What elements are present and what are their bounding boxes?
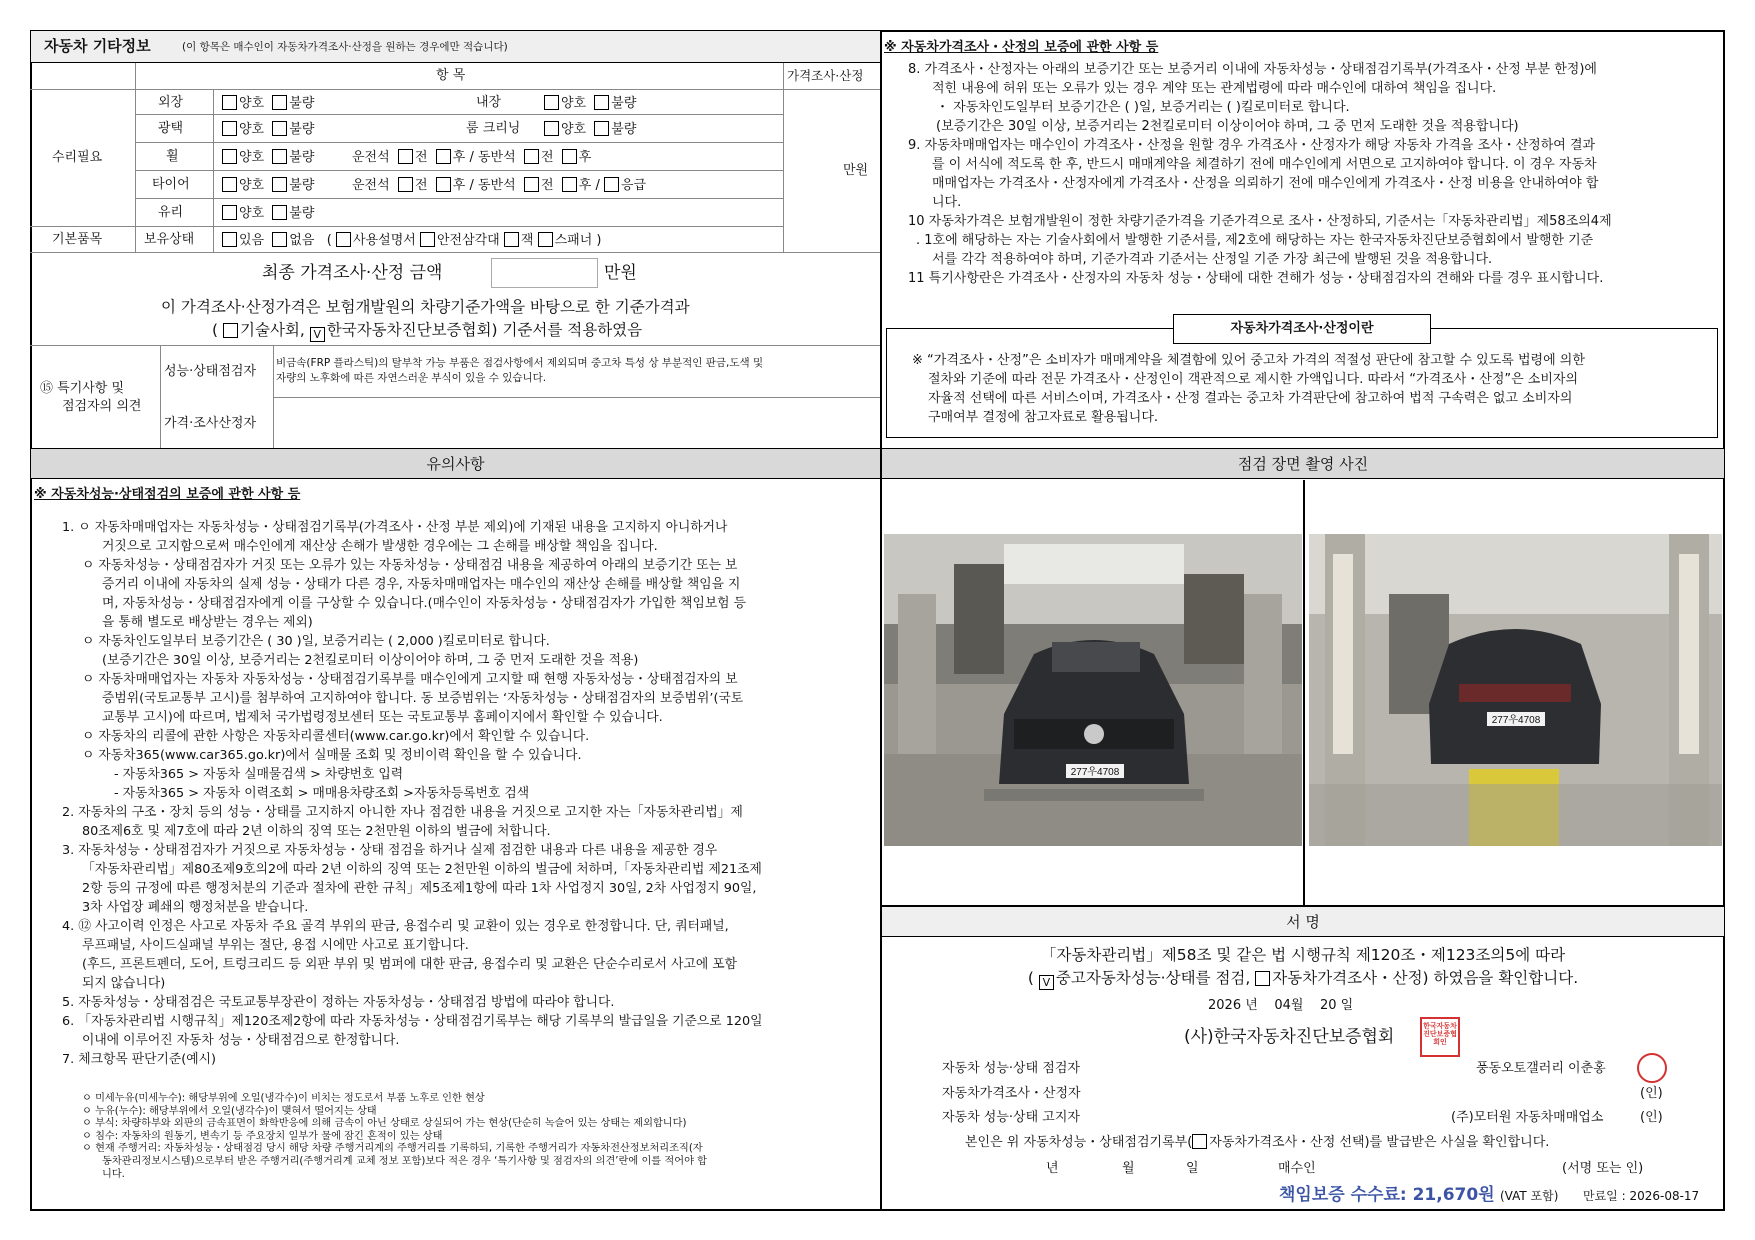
col-item-header: 항 목 [436, 68, 466, 83]
opt-label: 불량 [289, 96, 315, 111]
row-interior: 내장 [476, 95, 502, 110]
paren: ( [326, 233, 332, 248]
center-divider [880, 30, 882, 1211]
line [135, 170, 783, 171]
opt-room [544, 121, 636, 138]
notice-line: 이내에 이루어진 자동차 성능・상태점검으로 한정합니다. [82, 1033, 400, 1048]
checkbox-price-selection[interactable] [1192, 1134, 1207, 1149]
checkbox-wheel-driver-rear[interactable] [436, 149, 451, 164]
checkbox-wheel-bad[interactable] [272, 149, 287, 164]
row-tire: 타이어 [152, 177, 190, 192]
price-check-label: 자동차가격조사・산정) 하였음을 확인합니다. [1272, 969, 1579, 987]
receipt-text: 자동차가격조사・산정 선택)를 발급받은 사실을 확인합니다. [1209, 1135, 1550, 1150]
notice-line: 교통부 고시)에 따르며, 법제처 국가법령정보센터 또는 국토교통부 홈페이지에서 확인할 수 있습니다. [102, 710, 663, 725]
receipt-line [965, 1134, 1549, 1151]
opt-gloss [222, 121, 314, 138]
checkbox-tire-pass-front[interactable] [524, 177, 539, 192]
buyer-label: 매수인 [1278, 1161, 1316, 1176]
perf-inspector-label: 성능·상태점검자 [164, 364, 257, 379]
opt-glass [222, 205, 314, 222]
checkbox-room-good[interactable] [544, 121, 559, 136]
opt-label: 불량 [289, 150, 315, 165]
notice-line: ㅇ 자동차매매업자는 자동차 자동차성능・상태점검기록부를 매수인에게 고지할 때 현행 자동차성능・상태점검자의 보 [82, 672, 738, 687]
definition-line: 자율적 선택에 따른 서비스이며, 가격조사・산정 결과는 중고차 가격판단에 참고하여 법적 구속력은 없고 소비자의 [928, 391, 1573, 406]
checkbox-spanner[interactable] [538, 232, 553, 247]
opt-label: 양호 [561, 96, 587, 111]
line [135, 63, 136, 252]
notice-line: - 자동차365 > 자동차 실매물검색 > 차량번호 입력 [114, 767, 404, 782]
rear-inspection-photo [1309, 534, 1722, 846]
price-definition-title: 자동차가격조사·산정이란 [1173, 314, 1431, 344]
line [783, 63, 784, 252]
paren: ( [212, 321, 219, 339]
opt-exterior [222, 95, 314, 112]
criteria-line: ㅇ 미세누유(미세누수): 해당부위에 오일(냉각수)이 비치는 정도로서 부품 노후로 인한 현상 [82, 1093, 485, 1104]
sec1-title: 자동차 기타정보 [44, 37, 151, 55]
checkbox-jack[interactable] [504, 232, 519, 247]
date-day: 20 일 [1319, 998, 1354, 1013]
rear-label: 후 / [578, 178, 600, 193]
opt-wheel [222, 149, 314, 166]
front-car-illustration [884, 534, 1302, 846]
definition-line: 구매여부 결정에 참고자료로 활용됩니다. [928, 410, 1159, 425]
checkbox-engineers-society[interactable] [223, 323, 238, 338]
line [135, 198, 783, 199]
notice-line: 1. ㅇ 자동차매매업자는 자동차성능・상태점검기록부(가격조사・산정 부분 제외)에 기재된 내용을 고지하지 아니하거나 [62, 520, 728, 535]
opt-label: 양호 [239, 178, 265, 193]
inspector-label: 자동차 성능·상태 점검자 [942, 1061, 1080, 1076]
notice-line: 「자동차관리법」제80조제9호의2에 따라 2년 이하의 징역 또는 2천만원 이하의 벌금에 처하며,「자동차관리법 제21조제 [82, 862, 762, 877]
sec2-title: ※ 자동차가격조사・산정의 보증에 관한 사항 등 [884, 40, 1159, 55]
sec2-line: 적힌 내용에 허위 또는 오류가 있는 경우 계약 또는 관계법령에 따라 매수인에 대하여 책임을 집니다. [932, 81, 1497, 96]
seal-mark: (인) [1640, 1110, 1663, 1125]
line [30, 226, 783, 227]
opt-interior [544, 95, 636, 112]
notice-criteria [82, 1093, 878, 1181]
seal-mark: (인) [1640, 1086, 1663, 1101]
have-label: 있음 [239, 233, 265, 248]
basis-line2 [212, 321, 642, 342]
special-label-1: ⑮ 특기사항 및 [40, 381, 125, 396]
line [160, 345, 161, 448]
photo-divider [1303, 480, 1305, 905]
definition-line: ※ “가격조사・산정”은 소비자가 매매계약을 체결함에 있어 중고차 가격의 적절성 판단에 참고할 수 있도록 법령에 의한 [912, 353, 1585, 368]
sec2-line: 니다. [932, 195, 962, 210]
front-inspection-photo [884, 534, 1302, 846]
checkbox-wheel-pass-front[interactable] [524, 149, 539, 164]
notice-line: 2. 자동차의 구조・장치 등의 성능・상태를 고지하지 아니한 자나 점검한 내용을 거짓으로 고지한 자는「자동차관리법」제 [62, 805, 743, 820]
checkbox-manual[interactable] [336, 232, 351, 247]
association-seal [1420, 1017, 1460, 1057]
opt-tire [222, 177, 314, 194]
checkbox-none[interactable] [272, 232, 287, 247]
opt-label: 양호 [239, 150, 265, 165]
opt-label: 양호 [239, 122, 265, 137]
criteria-line: ㅇ 부식: 차량하부와 외판의 금속표면이 화학반응에 의해 금속이 아닌 상태로 상실되어 가는 현상(단순히 녹슬어 있는 상태는 제외합니다) [82, 1118, 687, 1130]
row-gloss: 광택 [158, 121, 184, 136]
seal-text: 한국자동차진단보증협회인 [1423, 1022, 1457, 1046]
checkbox-exterior-bad[interactable] [272, 95, 287, 110]
price-unit: 만원 [843, 163, 869, 178]
triangle-label: 안전삼각대 [436, 233, 500, 248]
notice-line: 거짓으로 고지함으로써 매수인에게 재산상 손해가 발생한 경우에는 그 손해를 배상할 책임을 집니다. [102, 539, 658, 554]
notice-title: ※ 자동차성능·상태점검의 보증에 관한 사항 등 [34, 487, 301, 502]
checkbox-interior-good[interactable] [544, 95, 559, 110]
rear-label: 후 / 동반석 [452, 178, 516, 193]
opt-label: 불량 [289, 206, 315, 221]
vat-note: (VAT 포함) [1500, 1189, 1559, 1203]
sec2-line: 8. 가격조사・산정자는 아래의 보증기간 또는 보증거리 이내에 자동차성능・상태점검기록부(가격조사・산정 부분 한정)에 [908, 62, 1597, 77]
final-price-label: 최종 가격조사·산정 금액 [262, 263, 443, 283]
rear-plate-text: 277우4708 [1491, 715, 1541, 726]
notice-line: (후드, 프론트펜더, 도어, 트렁크리드 등 외판 부위 및 범퍼에 대한 판금, 용접수리 및 교환은 단순수리로서 사고에 포함 [82, 957, 737, 972]
line [135, 142, 783, 143]
performance-check-label: 중고자동차성능·상태를 점검, [1055, 969, 1251, 987]
front-label: 전 [414, 178, 428, 193]
year-label: 년 [1046, 1161, 1059, 1176]
sec2-line: 서를 각각 적용하여야 하며, 기준가격과 기준서는 산정일 기준 가장 최근에 발행된 것을 적용합니다. [932, 252, 1493, 267]
notice-line: 을 통해 별도로 배상받는 경우는 제외) [102, 615, 313, 630]
notifier-name: (주)모터원 자동차매매업소 [1451, 1110, 1604, 1125]
inspector-seal [1637, 1053, 1667, 1083]
rear-label: 후 [578, 150, 592, 165]
checkbox-have[interactable] [222, 232, 237, 247]
notice-line: 되지 않습니다) [82, 976, 166, 991]
opt-owned [222, 232, 601, 249]
notice-line: 80조제6호 및 제7호에 따라 2년 이하의 징역 또는 2천만원 이하의 벌금에 처합니다. [82, 824, 551, 839]
notice-line: 며, 자동차성능・상태점검자에게 이를 구상할 수 있습니다.(매수인이 자동차성능・상태점검자가 가입한 책임보험 등 [102, 596, 746, 611]
checkbox-wheel-pass-rear[interactable] [562, 149, 577, 164]
receipt-text: 본인은 위 자동차성능・상태점검기록부( [965, 1135, 1193, 1150]
checkbox-exterior-good[interactable] [222, 95, 237, 110]
final-price-unit: 만원 [604, 263, 637, 283]
opt-label: 양호 [561, 122, 587, 137]
sec2-line: (보증기간은 30일 이상, 보증거리는 2천킬로미터 이상이어야 하며, 그 중 먼저 도래한 것을 적용합니다) [936, 119, 1519, 134]
date-month: 04월 [1274, 998, 1304, 1013]
checkbox-tire-good[interactable] [222, 177, 237, 192]
basic-items-label: 기본품목 [52, 232, 103, 247]
notice-line: ㅇ 자동차365(www.car365.go.kr)에서 실매물 조회 및 정비이력 확인을 할 수 있습니다. [82, 748, 582, 763]
notice-line: ㅇ 자동차성능・상태점검자가 거짓 또는 오류가 있는 자동차성능・상태점검 내용을 제공하여 아래의 보증기간 또는 보 [82, 558, 738, 573]
manual-label: 사용설명서 [353, 233, 416, 248]
notice-line: 3. 자동차성능・상태점검자가 거짓으로 자동차성능・상태 점검을 하거나 실제 점검한 내용과 다른 내용을 제공한 경우 [62, 843, 718, 858]
opt-label: 양호 [239, 206, 265, 221]
notice-line: 증범위(국토교통부 고시)를 첨부하여 고지하여야 합니다. 동 보증범위는 ‘자동차성능・상태점검자의 보증범위’(국토 [102, 691, 744, 706]
criteria-line: 니다. [102, 1168, 125, 1180]
tire-positions [352, 177, 646, 194]
line [30, 252, 880, 253]
notice-line: 6. 「자동차관리법 시행규칙」제120조제2항에 따라 자동차성능・상태점검기록부는 해당 기록부의 발급일을 기준으로 120일 [62, 1014, 763, 1029]
checkbox-interior-bad[interactable] [594, 95, 609, 110]
criteria-line: ㅇ 현재 주행거리: 자동차성능・상태점검 당시 해당 차량 주행거리계의 주행거리를 기록하되, 기록한 주행거리가 자동차전산정보처리조직(자 [82, 1143, 703, 1155]
association-name: (사)한국자동차진단보증협회 [1184, 1027, 1395, 1047]
perf-opinion-line1: 비금속(FRP 플라스틱)의 탈부착 가능 부품은 점검사항에서 제외되며 중고차 특성 상 부분적인 판금,도색 및 [276, 357, 764, 369]
price-definition-text [912, 351, 1712, 427]
notice-body [62, 518, 876, 1069]
opt-label: 양호 [239, 96, 265, 111]
definition-line: 절차와 기준에 따라 전문 가격조사・산정인이 객관적으로 제시한 가액입니다. 따라서 “가격조사・산정”은 소비자의 [928, 372, 1579, 387]
guarantee-fee: 책임보증 수수료: 21,670원 [1279, 1185, 1495, 1205]
inspector-name: 풍동오토갤러리 이춘홍 [1476, 1061, 1606, 1076]
notice-line: 2항 등의 규정에 따른 행정처분의 기준과 절차에 관한 규칙」제5조제1항에 따라 1차 사업정지 30일, 2차 사업정지 90일, [82, 881, 757, 896]
checkbox-room-bad[interactable] [594, 121, 609, 136]
notice-header: 유의사항 [31, 449, 880, 479]
row-room: 룸 크리닝 [466, 121, 521, 136]
line [30, 89, 880, 90]
notice-line: 3차 사업장 폐쇄의 행정처분을 받습니다. [82, 900, 309, 915]
row-owned: 보유상태 [144, 232, 195, 247]
checkbox-tire-driver-rear[interactable] [436, 177, 451, 192]
confirm-line [882, 969, 1724, 990]
date-year: 2026 년 [1208, 998, 1258, 1013]
notice-line: (보증기간은 30일 이상, 보증거리는 2천킬로미터 이상이어야 하며, 그 중 먼저 도래한 것을 적용) [102, 653, 639, 668]
engineers-society-label: 기술사회, [240, 321, 305, 339]
law-line: 「자동차관리법」제58조 및 같은 법 시행규칙 제120조・제123조의5에 따라 [1040, 946, 1566, 964]
expiry-date: 만료일 : 2026-08-17 [1583, 1189, 1700, 1203]
row-glass: 유리 [158, 205, 184, 220]
spanner-label: 스패너 ) [554, 233, 602, 248]
sec2-line: . 1호에 해당하는 자는 기술사회에서 발행한 기준서를, 제2호에 해당하는 자는 한국자동차진단보증협회에서 발행한 기준 [916, 233, 1594, 248]
criteria-line: ㅇ 누유(누수): 해당부위에서 오일(냉각수)이 맺혀서 떨어지는 상태 [82, 1105, 377, 1117]
kads-association-label: 한국자동차진단보증협회) 기준서를 적용하였음 [326, 321, 643, 339]
criteria-line: 동차관리정보시스템)으로부터 받은 주행거리(주행거리계 교체 정보 포함)보다 적은 경우 ‘특기사항 및 점검자의 의견’란에 이를 적어야 합 [102, 1155, 707, 1167]
checkbox-tire-pass-rear[interactable] [562, 177, 577, 192]
opt-label: 불량 [289, 122, 315, 137]
sec2-line: 10 자동차가격은 보험개발원이 정한 차량기준가격을 기준가격으로 조사・산정하되, 기준서는「자동차관리법」제58조의4제 [908, 214, 1612, 229]
rear-label: 후 / 동반석 [452, 150, 516, 165]
sec2-body [898, 60, 1720, 288]
notice-line: 루프패널, 사이드실패널 부위는 절단, 용접 시에만 사고로 표기합니다. [82, 938, 469, 953]
repair-label: 수리필요 [52, 150, 103, 165]
final-price-field[interactable] [491, 258, 598, 288]
photos-header: 점검 장면 촬영 사진 [882, 449, 1724, 479]
none-label: 없음 [289, 233, 315, 248]
wheel-positions [352, 149, 591, 166]
line [135, 114, 783, 115]
row-wheel: 휠 [166, 149, 179, 164]
checkbox-price-check[interactable] [1255, 971, 1270, 986]
notice-line: - 자동차365 > 자동차 이력조회 > 매매용차량조회 >자동차등록번호 검색 [114, 786, 530, 801]
emergency-label: 응급 [620, 178, 647, 193]
row-exterior: 외장 [158, 95, 184, 110]
opt-label: 불량 [289, 178, 315, 193]
opt-label: 불량 [611, 122, 637, 137]
notice-line: 7. 체크항목 판단기준(예시) [62, 1052, 216, 1067]
checkbox-wheel-good[interactable] [222, 149, 237, 164]
notice-line: ㅇ 자동차인도일부터 보증기간은 ( 30 )일, 보증거리는 ( 2,000 )킬로미터로 합니다. [82, 634, 550, 649]
checkbox-kads-association[interactable]: V [310, 327, 325, 342]
checkbox-tire-bad[interactable] [272, 177, 287, 192]
rear-car-illustration [1309, 534, 1722, 846]
month-label: 월 [1122, 1161, 1135, 1176]
basis-line1: 이 가격조사·산정가격은 보험개발원의 차량기준가액을 바탕으로 한 기준가격과 [161, 298, 690, 316]
sec2-line: 9. 자동차매매업자는 매수인이 가격조사・산정을 원할 경우 가격조사・산정자가 해당 자동차 가격을 조사・산정하여 결과 [908, 138, 1596, 153]
notifier-label: 자동차 성능·상태 고지자 [942, 1110, 1080, 1125]
col-price-header: 가격조사·산정 [787, 68, 864, 83]
sec2-line: 를 이 서식에 적도록 한 후, 반드시 매매계약을 체결하기 전에 매수인에게 서면으로 고지하여야 합니다. 이 경우 자동차 [932, 157, 1597, 172]
checkbox-wheel-driver-front[interactable] [398, 149, 413, 164]
paren: ( [1027, 969, 1034, 987]
line [213, 89, 214, 252]
sec1-note: (이 항목은 매수인이 자동차가격조사·산정을 원하는 경우에만 적습니다) [182, 41, 508, 53]
line [273, 397, 880, 398]
checkbox-glass-good[interactable] [222, 205, 237, 220]
checkbox-performance-check[interactable]: V [1039, 975, 1054, 990]
checkbox-tire-driver-front[interactable] [398, 177, 413, 192]
date-line [1208, 998, 1353, 1014]
sign-or-seal: (서명 또는 인) [1562, 1161, 1644, 1176]
checkbox-gloss-bad[interactable] [272, 121, 287, 136]
front-plate-text: 277우4708 [1070, 767, 1120, 778]
checkbox-gloss-good[interactable] [222, 121, 237, 136]
price-inspector-label: 가격·조사산정자 [164, 416, 257, 431]
front-label: 전 [414, 150, 428, 165]
price-inspector-sign-label: 자동차가격조사・산정자 [942, 1086, 1081, 1101]
driver-label: 운전석 [352, 150, 390, 165]
sec2-line: ・ 자동차인도일부터 보증기간은 ( )일, 보증거리는 ( )킬로미터로 합니다. [936, 100, 1350, 115]
line [273, 345, 274, 448]
driver-label: 운전석 [352, 178, 390, 193]
checkbox-tire-emergency[interactable] [604, 177, 619, 192]
notice-line: ㅇ 자동차의 리콜에 관한 사항은 자동차리콜센터(www.car.go.kr)에서 확인할 수 있습니다. [82, 729, 590, 744]
checkbox-triangle[interactable] [420, 232, 435, 247]
jack-label: 잭 [520, 233, 534, 248]
notice-line: 4. ⑫ 사고이력 인정은 사고로 자동차 주요 골격 부위의 판금, 용접수리 및 교환이 있는 경우로 한정합니다. 단, 쿼터패널, [62, 919, 729, 934]
sec2-line: 매매업자는 가격조사・산정자에게 가격조사・산정을 의뢰하기 전에 매수인에게 가격조사・산정 비용을 안내하여야 합 [932, 176, 1599, 191]
notice-line: 5. 자동차성능・상태점검은 국토교통부장관이 정하는 자동차성능・상태점검 방법에 따라야 합니다. [62, 995, 615, 1010]
notice-line: 증거리 이내에 자동차의 실제 성능・상태가 다른 경우, 자동차매매업자는 매수인의 재산상 손해를 배상할 책임을 지 [102, 577, 741, 592]
perf-opinion-line2: 자량의 노후화에 따른 자연스러운 부식이 있을 수 있습니다. [276, 372, 547, 384]
sign-header: 서 명 [882, 907, 1724, 937]
day-label: 일 [1186, 1161, 1199, 1176]
checkbox-glass-bad[interactable] [272, 205, 287, 220]
front-label: 전 [540, 150, 554, 165]
sec2-line: 11 특기사항란은 가격조사・산정자의 자동차 성능・상태에 대한 견해가 성능・상태점검자의 견해와 다를 경우 표시합니다. [908, 271, 1604, 286]
special-label-2: 점검자의 의견 [62, 399, 142, 414]
front-label: 전 [540, 178, 554, 193]
line [30, 345, 880, 346]
criteria-line: ㅇ 침수: 자동차의 원동기, 변속기 등 주요장치 일부가 물에 잠긴 흔적이 있는 상태 [82, 1130, 443, 1142]
opt-label: 불량 [611, 96, 637, 111]
